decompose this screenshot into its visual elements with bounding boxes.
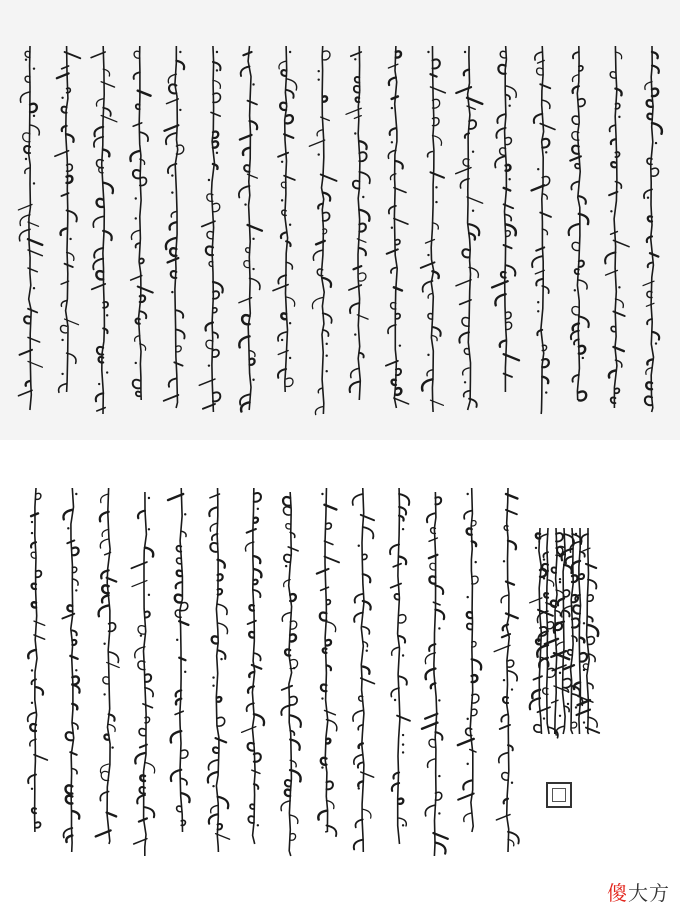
vertical-script-columns	[18, 452, 662, 892]
lower-page-column-12	[96, 488, 120, 844]
upper-page-column-3	[569, 46, 589, 401]
lower-manuscript-page	[18, 452, 662, 892]
upper-manuscript-page	[0, 0, 680, 440]
lower-page-column-13	[62, 488, 79, 852]
lower-page-column-2	[458, 488, 481, 832]
upper-page-column-1	[643, 46, 662, 412]
square-seal-icon	[546, 782, 572, 808]
upper-page-column-12	[239, 46, 262, 412]
upper-page-column-7	[421, 46, 446, 412]
upper-page-column-5	[492, 46, 519, 392]
lower-page-column-1	[494, 488, 519, 852]
upper-page-column-8	[386, 46, 409, 408]
lower-page-column-7	[281, 492, 301, 856]
watermark-logo	[607, 877, 670, 906]
upper-page-column-6	[456, 46, 483, 410]
lower-page-column-6	[317, 488, 339, 836]
upper-page-column-17	[55, 46, 80, 392]
upper-page-column-18	[18, 46, 42, 410]
lower-page-column-5	[353, 488, 375, 852]
watermark-accent-char: 傻	[607, 881, 628, 905]
upper-page-column-15	[130, 46, 152, 400]
upper-page-column-14	[164, 46, 185, 408]
upper-page-column-13	[199, 46, 222, 412]
upper-page-column-4	[532, 46, 555, 414]
watermark-text: 大方	[628, 881, 670, 905]
upper-page-column-9	[346, 46, 370, 400]
lower-page-column-10	[168, 488, 190, 832]
lower-page-column-11	[131, 492, 154, 856]
upper-page-column-11	[273, 46, 297, 392]
vertical-script-columns	[0, 0, 680, 440]
lower-page-header-column-7	[530, 528, 553, 734]
lower-page-column-14	[28, 488, 48, 832]
lower-page-column-4	[390, 488, 410, 844]
upper-page-column-16	[91, 46, 117, 414]
upper-page-column-2	[605, 46, 629, 408]
lower-page-column-8	[242, 488, 264, 844]
upper-page-column-10	[309, 46, 336, 415]
lower-page-column-9	[208, 488, 230, 852]
lower-page-column-3	[422, 492, 448, 856]
